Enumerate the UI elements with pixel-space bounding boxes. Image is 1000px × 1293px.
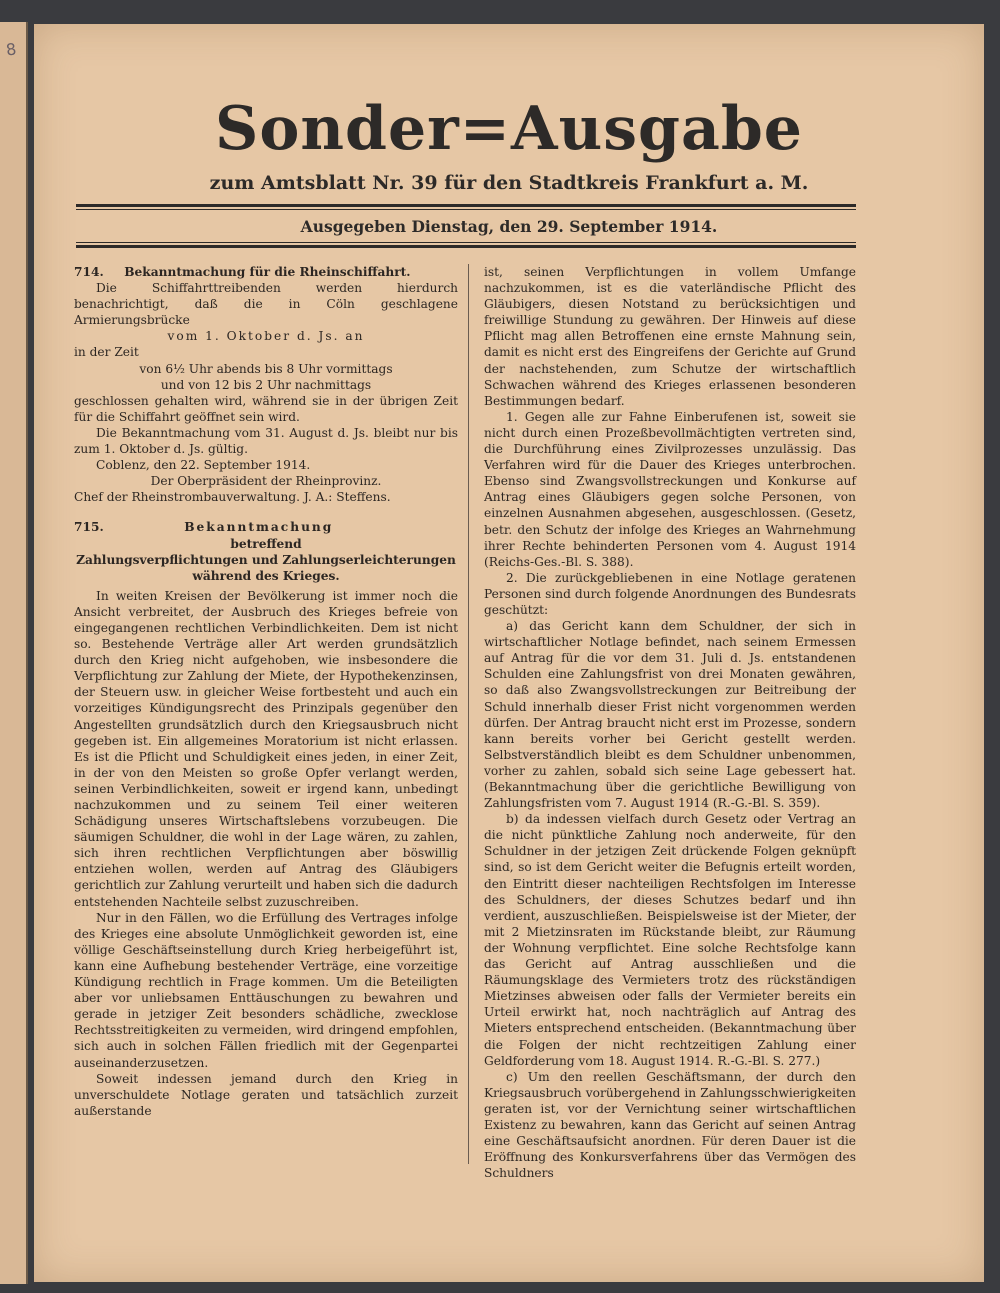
notice-715-title: Bekanntmachung: [184, 520, 334, 535]
issue-date-line: Ausgegeben Dienstag, den 29. September 1914.: [300, 217, 718, 236]
notice-715-number: 715.: [74, 520, 104, 535]
notice-714-line: von 6½ Uhr abends bis 8 Uhr vormittags: [139, 361, 393, 376]
rule-top-thin: [76, 209, 856, 210]
left-column: [74, 264, 458, 1119]
right-paragraph: 2. Die zurückgebliebenen in eine Notlage geratenen Personen sind durch folgende Anordnungen des Bundesrats geschützt:: [484, 570, 856, 617]
rule-bottom-thin: [76, 242, 856, 243]
right-paragraph: ist, seinen Verpflichtungen in vollem Umfange nachzukommen, ist es die vaterländische Pflicht des Gläubigers, diesen Notstand zu berücksichtigen und freiwillige Stundung zu gewähren. Der Hinweis auf diese Pflicht mag allen Betroffenen eine ernste Mahnung sein, damit es nicht erst des Eingreifens der Gerichte auf Grund der nachstehenden, zum Schutze der wirtschaftlich Schwachen während des Krieges erlassenen besonderen Bestimmungen bedarf.: [484, 265, 856, 408]
notice-714-line: und von 12 bis 2 Uhr nachmittags: [160, 377, 372, 392]
notice-714-place-date: Coblenz, den 22. September 1914.: [96, 458, 311, 473]
notice-714-line: geschlossen gehalten wird, während sie in der übrigen Zeit für die Schiffahrt geöffnet sein wird.: [74, 393, 458, 424]
margin-mark: 8: [4, 39, 18, 60]
notice-714-line: Die Bekanntmachung vom 31. August d. Js. bleibt nur bis zum 1. Oktober d. Js. gültig.: [74, 425, 458, 457]
notice-715-heading: [74, 519, 458, 535]
masthead-title: Sonder=Ausgabe: [215, 94, 803, 164]
notice-714-title: Bekanntmachung für die Rheinschiffahrt.: [124, 265, 411, 279]
notice-714-line: Die Schiffahrttreibenden werden hierdurch benachrichtigt, daß die in Cöln geschlagene Armierungsbrücke: [74, 281, 458, 328]
notice-714-heading: [74, 264, 458, 280]
rule-top: [76, 204, 856, 207]
notice-714-number: 714.: [74, 265, 104, 279]
newspaper-page: [34, 24, 984, 1282]
right-paragraph: b) da indessen vielfach durch Gesetz oder Vertrag an die nicht pünktliche Zahlung noch anderweite, für den Schuldner in der jetzigen Zeit drückende Folgen geknüpft sind, so ist dem Gericht weiter die Befugnis erteilt worden, den Eintritt dieser nachteiligen Rechtsfolgen im Interesse des Schuldners, der dieses Schutzes bedarf und ihn verdient, auszuschließen. Beispielsweise ist der Mieter, der mit 2 Mietzinsraten im Rückstande bleibt, zur Räumung der Wohnung verpflichtet. Eine solche Rechtsfolge kann das Gericht auf Antrag ausschließen und die Räumungsklage des Vermieters trotz des rückständigen Mietzinses abweisen oder falls der Vermieter bereits ein Urteil erwirkt hat, noch nachträglich auf Antrag des Mieters entsprechend entscheiden. (Bekanntmachung über die Folgen der nicht rechtzeitigen Zahlung einer Geldforderung vom 18. August 1914. R.-G.-Bl. S. 277.): [484, 812, 856, 1068]
rule-bottom: [76, 245, 856, 248]
notice-714-signature: Der Oberpräsident der Rheinprovinz.: [150, 474, 382, 489]
notice-715-paragraph: Soweit indessen jemand durch den Krieg in unverschuldete Notlage geraten und tatsächlich zurzeit außerstande: [74, 1071, 458, 1118]
notice-714-signature: Chef der Rheinstrombauverwaltung. J. A.: Steffens.: [74, 490, 391, 505]
right-column: [484, 264, 856, 1181]
right-paragraph: c) Um den reellen Geschäftsmann, der durch den Kriegsausbruch vorübergehend in Zahlungsschwierigkeiten geraten ist, vor der Vernichtung seiner wirtschaftlichen Existenz zu bewahren, kann das Gericht auf seinen Antrag eine Geschäftsaufsicht anordnen. Für deren Dauer ist die Eröffnung des Konkursverfahrens über das Vermögen des Schuldners: [484, 1069, 856, 1181]
notice-715-paragraph: In weiten Kreisen der Bevölkerung ist immer noch die Ansicht verbreitet, der Ausbruch des Krieges befreie von eingegangenen rechtlichen Verbindlichkeiten. Dem ist nicht so. Bestehende Verträge aller Art werden grundsätzlich durch den Krieg nicht aufgehoben, wie insbesondere die Verpflichtung zur Zahlung der Miete, der Hypothekenzinsen, der Steuern usw. in gleicher Weise fortbesteht und auch ein vorzeitiges Kündigungsrecht des Prinzipals gegenüber den Angestellten grundsätzlich durch den Kriegsausbruch nicht gegeben ist. Ein allgemeines Moratorium ist nicht erlassen. Es ist die Pflicht und Schuldigkeit eines jeden, in einer Zeit, in der von den Meisten so große Opfer verlangt werden, seinen Verbindlichkeiten, soweit er irgend kann, unbedingt nachzukommen und zu seinem Teil einer weiteren Schädigung unseres Wirtschaftslebens vorzubeugen. Die säumigen Schuldner, die wohl in der Lage wären, zu zahlen, sich ihren rechtlichen Verpflichtungen aber böswillig entziehen wollen, werden auf Antrag des Gläubigers gerichtlich zur Zahlung verurteilt und haben sich die dadurch entstehenden Nachteile selbst zuzuschreiben.: [74, 588, 458, 909]
right-paragraph: 1. Gegen alle zur Fahne Einberufenen ist, soweit sie nicht durch einen Prozeßbevollmächtigten vertreten sind, die Durchführung eines Zivilprozesses unzulässig. Das Verfahren wird für die Dauer des Krieges unterbrochen. Ebenso sind Zwangsvollstreckungen und Konkurse auf Antrag eines Gläubigers gegen solche Personen, von einzelnen Ausnahmen abgesehen, ausgeschlossen. (Gesetz, betr. den Schutz der infolge des Krieges an Wahrnehmung ihrer Rechte behinderten Personen vom 4. August 1914 (Reichs-Ges.-Bl. S. 388).: [484, 409, 856, 569]
notice-714-line: vom 1. Oktober d. Js. an: [167, 329, 365, 344]
masthead-subtitle: zum Amtsblatt Nr. 39 für den Stadtkreis Frankfurt a. M.: [209, 172, 809, 194]
notice-714-line: in der Zeit: [74, 345, 139, 360]
notice-715-paragraph: Nur in den Fällen, wo die Erfüllung des Vertrages infolge des Krieges eine absolute Unmöglichkeit geworden ist, eine völlige Geschäftseinstellung durch Krieg herbeigeführt ist, kann eine Aufhebung bestehender Verträge, eine vorzeitige Kündigung rechtlich in Frage kommen. Um die Beteiligten aber vor unliebsamen Enttäuschungen zu bewahren und gerade in jetziger Zeit besonders schädliche, zwecklose Rechtsstreitigkeiten zu vermeiden, wird dringend empfohlen, sich auch in solchen Fällen friedlich mit der Gegenpartei auseinanderzusetzen.: [74, 910, 458, 1070]
left-page-edge: [0, 22, 28, 1284]
right-paragraph: a) das Gericht kann dem Schuldner, der sich in wirtschaftlicher Notlage befindet, nach seinem Ermessen auf Antrag für die vor dem 31. Juli d. Js. entstandenen Schulden eine Zahlungsfrist von drei Monaten gewähren, so daß also Zwangsvollstreckungen zur Beitreibung der Schuld innerhalb dieser Frist nicht vorgenommen werden dürfen. Der Antrag braucht nicht erst im Prozesse, sondern kann bereits vorher bei Gericht gestellt werden. Selbstverständlich bleibt es dem Schuldner unbenommen, vorher zu zahlen, sobald sich seine Lage gebessert hat. (Bekanntmachung über die gerichtliche Bewilligung von Zahlungsfristen vom 7. August 1914 (R.-G.-Bl. S. 359).: [484, 619, 856, 811]
notice-715-title-line: Zahlungsverpflichtungen und Zahlungserleichterungen: [76, 552, 456, 567]
notice-715-title-line: betreffend: [230, 536, 302, 551]
notice-715-title-line: während des Krieges.: [192, 568, 340, 583]
column-separator: [468, 264, 469, 1164]
